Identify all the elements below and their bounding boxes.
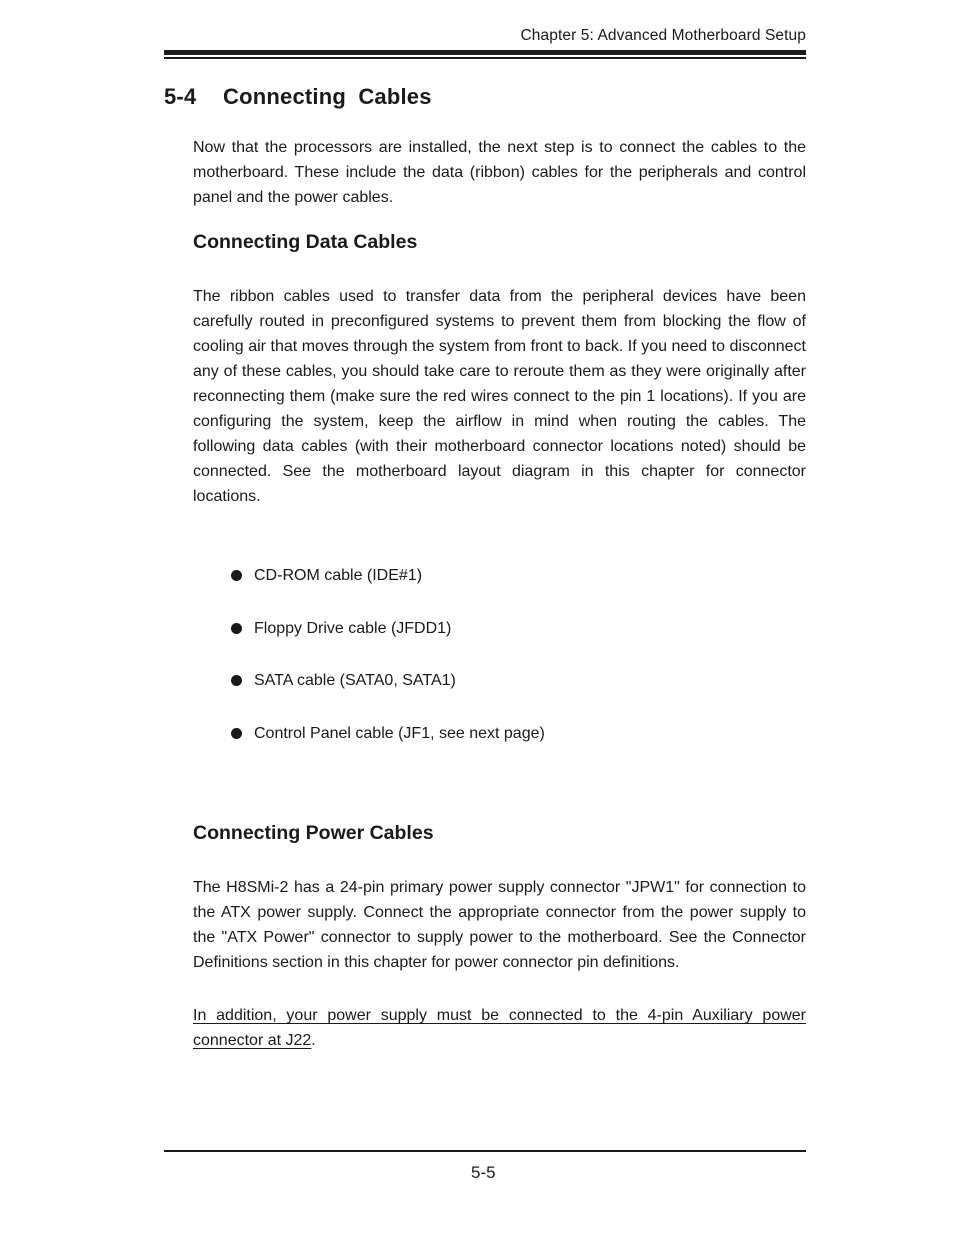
bullet-dot-icon	[231, 570, 242, 581]
section-title-word-2: Cables	[358, 84, 432, 109]
section-title-word-1: Connecting	[223, 84, 346, 109]
list-item	[231, 721, 545, 774]
list-item-text: SATA cable (SATA0, SATA1)	[254, 672, 456, 689]
power-cables-note	[193, 1003, 806, 1053]
section-number: 5-4	[164, 84, 197, 109]
list-item	[231, 668, 545, 721]
data-cables-body: The ribbon cables used to transfer data from the peripheral devices have been carefully routed in preconfigured systems to prevent them from blocking the flow of cooling air that moves through the system from front to back. If you need to disconnect any of these cables, you should take care to reroute them as they were originally after reconnecting them (make sure the red wires connect to the pin 1 locations). If you are configuring the system, keep the airflow in mind when routing the cables. The following data cables (with their motherboard connector locations noted) should be connected. See the motherboard layout diagram in this chapter for connector locations.	[193, 288, 806, 505]
bullet-dot-icon	[231, 623, 242, 634]
list-item	[231, 563, 545, 616]
bullet-dot-icon	[231, 728, 242, 739]
page-number: 5-5	[471, 1163, 496, 1182]
running-header: Chapter 5: Advanced Motherboard Setup	[520, 27, 806, 44]
data-cables-list	[231, 563, 545, 773]
section-intro: Now that the processors are installed, the next step is to connect the cables to the motherboard. These include the data (ribbon) cables for the peripherals and control panel and the power cables.	[193, 139, 806, 206]
footer-rule	[164, 1150, 806, 1152]
list-item-text: CD-ROM cable (IDE#1)	[254, 567, 423, 584]
header-rule-thick	[164, 50, 806, 55]
list-item-text: Control Panel cable (JF1, see next page)	[254, 724, 545, 742]
list-item	[231, 616, 545, 669]
auxiliary-power-note: In addition, your power supply must be connected to the 4-pin Auxiliary power connector at J22	[193, 1007, 806, 1049]
power-cables-heading: Connecting Power Cables	[193, 822, 434, 844]
bullet-dot-icon	[231, 675, 242, 686]
data-cables-heading: Connecting Data Cables	[193, 231, 418, 253]
section-title	[164, 84, 432, 110]
power-cables-body: The H8SMi-2 has a 24-pin primary power supply connector "JPW1" for connection to the ATX power supply. Connect the appropriate connector from the power supply to the "ATX Power" connector to supply power to the motherboard. See the Connector Definitions section in this chapter for power connector pin definitions.	[193, 879, 806, 971]
header-rule-thin	[164, 57, 806, 59]
list-item-text: Floppy Drive cable (JFDD1)	[254, 619, 452, 637]
note-end: .	[311, 1032, 316, 1049]
